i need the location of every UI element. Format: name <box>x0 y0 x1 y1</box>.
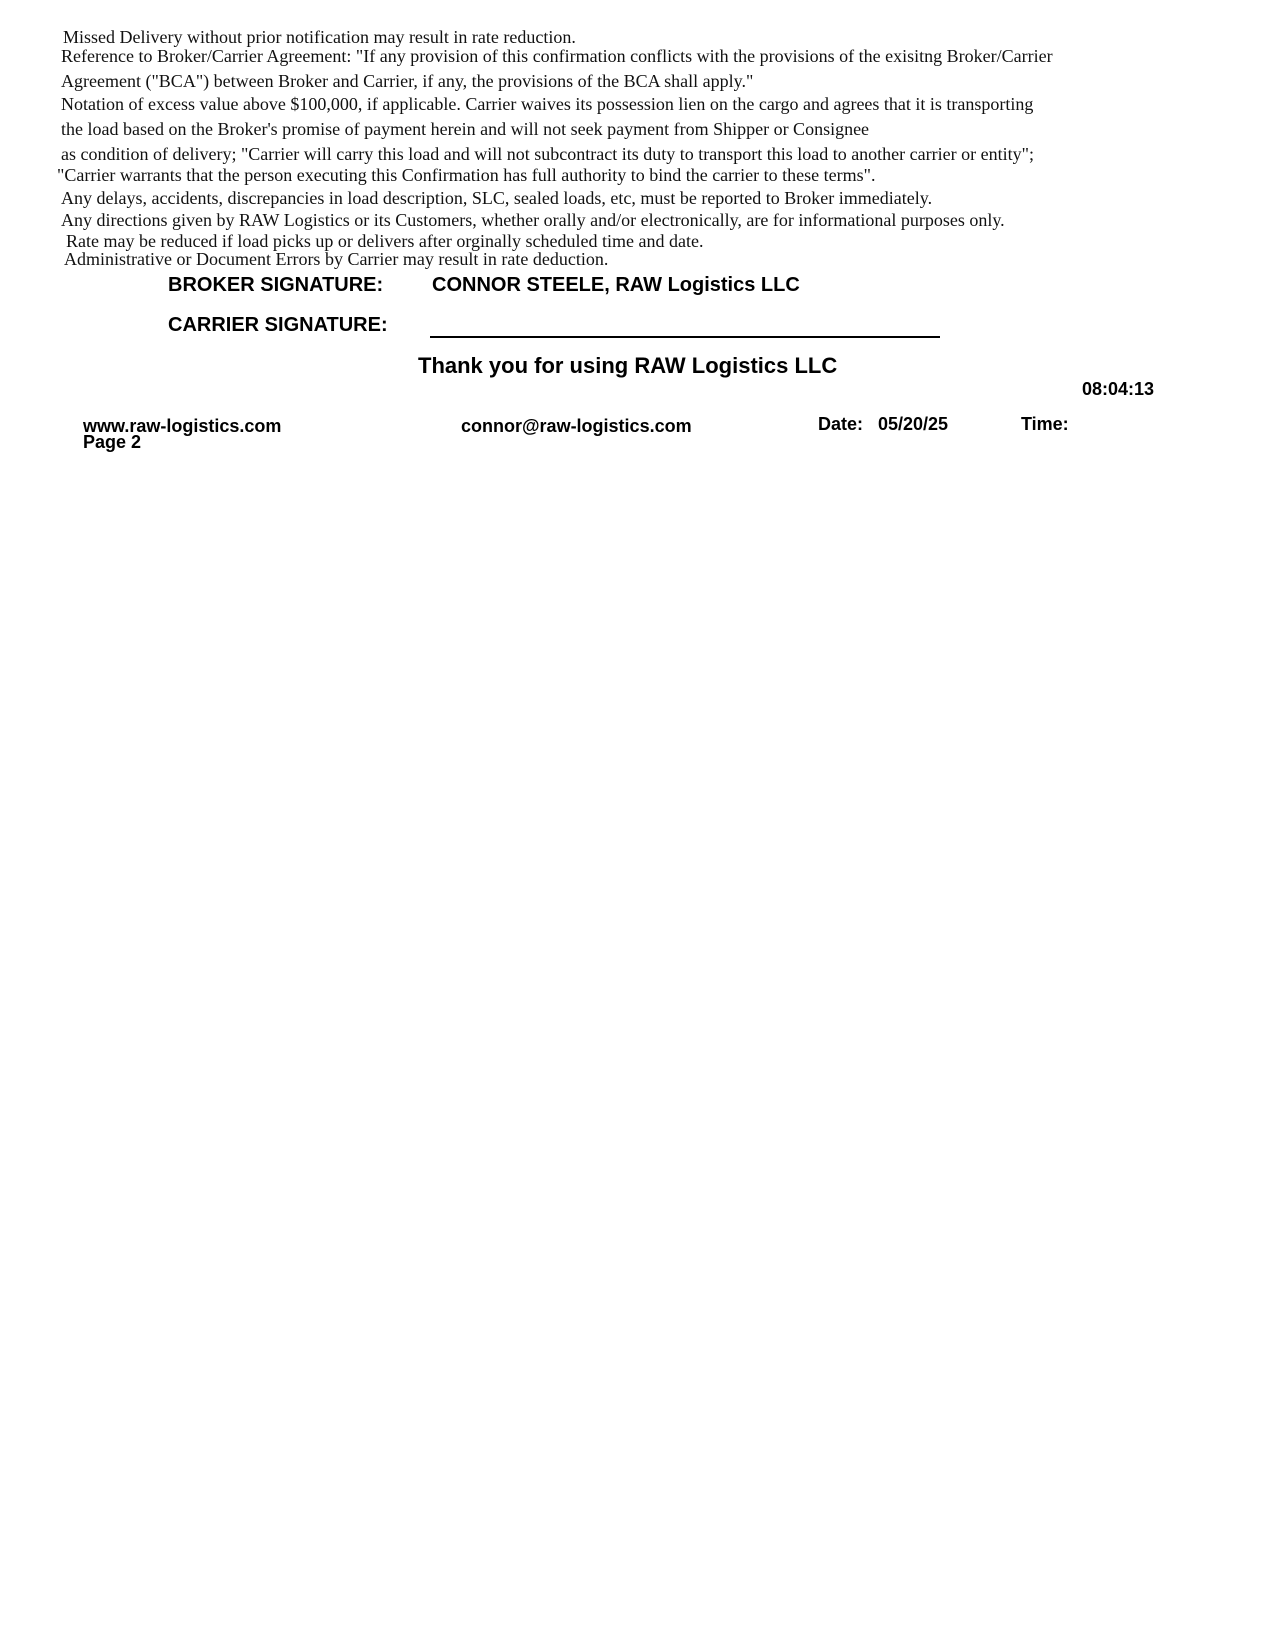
broker-signature-value: CONNOR STEELE, RAW Logistics LLC <box>432 274 800 296</box>
term-authority: "Carrier warrants that the person executing this Confirmation has full authority to bind the carrier to these terms". <box>57 165 876 185</box>
footer-time-value: 08:04:13 <box>1082 379 1155 399</box>
footer-time-label: Time: <box>1021 414 1069 434</box>
term-excess-value: Notation of excess value above $100,000, if applicable. Carrier waives its possession lien on the cargo and agrees that it is transporting <box>61 94 1034 114</box>
term-delays: Any delays, accidents, discrepancies in load description, SLC, sealed loads, etc, must be reported to Broker immediately. <box>61 188 933 208</box>
term-bca-reference: Reference to Broker/Carrier Agreement: "If any provision of this confirmation conflicts with the provisions of the exisitng Broker/Carrier <box>61 46 1053 66</box>
term-admin-errors: Administrative or Document Errors by Carrier may result in rate deduction. <box>64 249 609 269</box>
term-excess-value-cont: the load based on the Broker's promise of payment herein and will not seek payment from Shipper or Consignee <box>61 119 870 139</box>
term-missed-delivery: Missed Delivery without prior notification may result in rate reduction. <box>63 27 576 47</box>
footer-page-number: Page 2 <box>83 432 142 452</box>
carrier-signature-label: CARRIER SIGNATURE: <box>168 314 388 336</box>
footer-date-value: 05/20/25 <box>878 414 949 434</box>
footer-website: www.raw-logistics.com <box>83 416 282 436</box>
broker-signature-label: BROKER SIGNATURE: <box>168 274 384 296</box>
footer-date-label: Date: <box>818 414 864 434</box>
term-rate-reduction: Rate may be reduced if load picks up or delivers after orginally scheduled time and date. <box>66 231 704 251</box>
term-bca-reference-cont: Agreement ("BCA") between Broker and Carrier, if any, the provisions of the BCA shall apply." <box>61 71 754 91</box>
carrier-signature-line <box>430 336 940 338</box>
term-subcontract: as condition of delivery; "Carrier will carry this load and will not subcontract its duty to transport this load to another carrier or entity"; <box>61 144 1034 164</box>
term-directions: Any directions given by RAW Logistics or its Customers, whether orally and/or electronically, are for informational purposes only. <box>61 210 1005 230</box>
footer-email: connor@raw-logistics.com <box>461 416 692 436</box>
thank-you-message: Thank you for using RAW Logistics LLC <box>418 353 838 378</box>
